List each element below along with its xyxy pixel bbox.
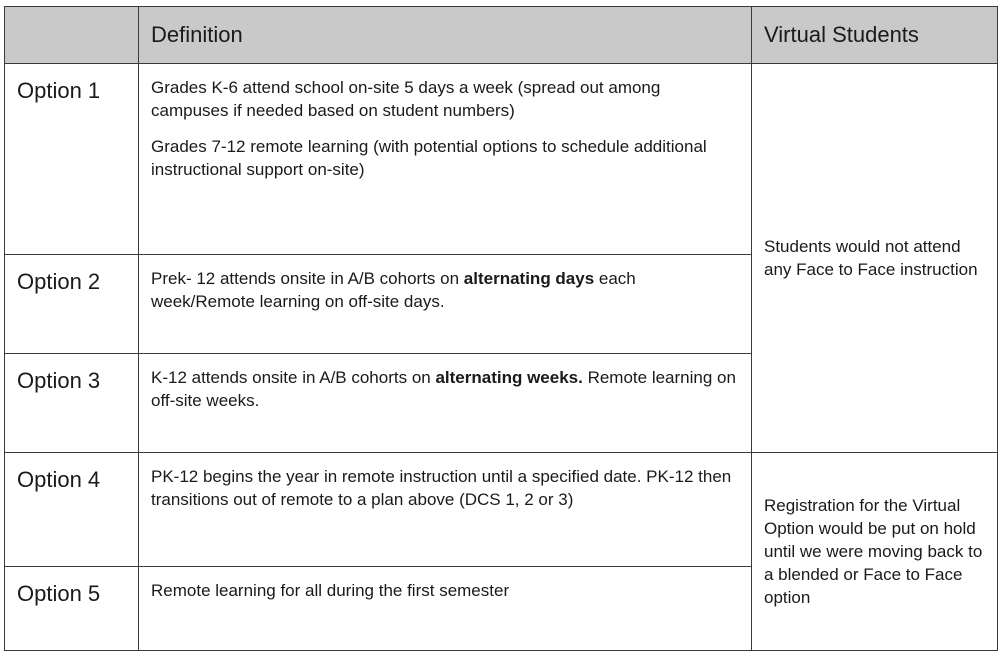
- definition-paragraph: Grades K-6 attend school on-site 5 days a week (spread out among campuses if needed based on student numbers): [151, 78, 661, 120]
- definition-paragraph: Grades 7-12 remote learning (with potential options to schedule additional instructional support on-site): [151, 137, 707, 179]
- option-definition: [139, 64, 752, 255]
- definition-text: Remote learning on off-site weeks.: [151, 368, 736, 410]
- definition-text: Prek- 12 attends onsite in A/B cohorts on: [151, 269, 464, 288]
- definition-text: each week/Remote learning on off-site days.: [151, 269, 636, 311]
- option-definition: [139, 255, 752, 354]
- virtual-text: Registration for the Virtual Option would be put on hold until we were moving back to a blended or Face to Face option: [764, 496, 983, 607]
- header-option: [5, 7, 139, 64]
- option-label: Option 4: [5, 453, 139, 567]
- option-label: Option 5: [5, 567, 139, 651]
- definition-emphasis: alternating days: [463, 269, 595, 288]
- header-virtual-students: Virtual Students: [752, 7, 998, 64]
- header-definition: Definition: [139, 7, 752, 64]
- table-row-option-4: [5, 453, 998, 567]
- definition-text: K-12 attends onsite in A/B cohorts on: [151, 368, 436, 387]
- option-label: Option 3: [5, 354, 139, 453]
- option-label: Option 1: [5, 64, 139, 255]
- virtual-students-group-2: [752, 453, 998, 651]
- definition-emphasis: alternating weeks.: [435, 368, 583, 387]
- options-table: [4, 6, 998, 651]
- table-row-option-1: [5, 64, 998, 255]
- header-row: [5, 7, 998, 64]
- virtual-text: Students would not attend any Face to Face instruction: [764, 237, 978, 279]
- option-label: Option 2: [5, 255, 139, 354]
- option-definition: [139, 354, 752, 453]
- option-definition: PK-12 begins the year in remote instruction until a specified date. PK-12 then transitions out of remote to a plan above (DCS 1, 2 or 3): [139, 453, 752, 567]
- option-definition: Remote learning for all during the first semester: [139, 567, 752, 651]
- virtual-students-group-1: [752, 64, 998, 453]
